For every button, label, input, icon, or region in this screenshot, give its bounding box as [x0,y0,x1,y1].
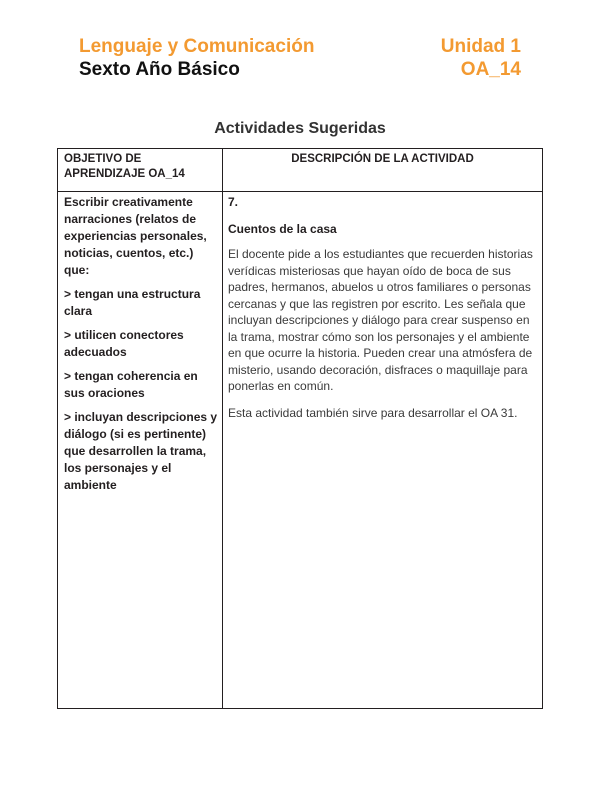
objective-item: > tengan una estructura clara [64,287,201,318]
header-row-divider [58,191,542,192]
description-cell [228,194,538,421]
objective-intro: Escribir creativamente narraciones (relatos de experiencias personales, noticias, cuentos, etc.) que: [64,195,207,277]
section-title: Actividades Sugeridas [214,120,386,137]
description-column-header: DESCRIPCIÓN DE LA ACTIVIDAD [291,153,474,165]
activity-title: Cuentos de la casa [228,221,337,236]
header-unit: Unidad 1 [440,36,521,57]
activity-body: El docente pide a los estudiantes que recuerden historias verídicas misteriosas que hayan oído de boca de sus padres, hermanos, abuelos u otros familiares o personas cercanas y que las registren por escrito. Les señala que incluyan descripciones y diálogo para crear suspenso en la trama, mostrar cómo son los personajes y el ambiente en que ocurre la historia. Pueden crear una atmósfera de misterio, usando decoración, disfraces o maquillaje para ponerlas en común. [228,247,533,393]
column-divider [222,149,223,708]
objective-cell [64,194,220,501]
header-title: Lenguaje y Comunicación [79,36,315,57]
objective-column-header: OBJETIVO DE APRENDIZAJE OA_14 [64,153,185,180]
activity-table [57,148,543,709]
activity-number: 7. [228,195,239,209]
activity-note: Esta actividad también sirve para desarrollar el OA 31. [228,405,518,420]
objective-item: > tengan coherencia en sus oraciones [64,369,198,400]
header-subtitle: Sexto Año Básico [79,59,240,80]
header-code: OA_14 [460,59,521,80]
objective-item: > utilicen conectores adecuados [64,328,184,359]
objective-item: > incluyan descripciones y diálogo (si es pertinente) que desarrollen la trama, los personajes y el ambiente [64,410,218,492]
